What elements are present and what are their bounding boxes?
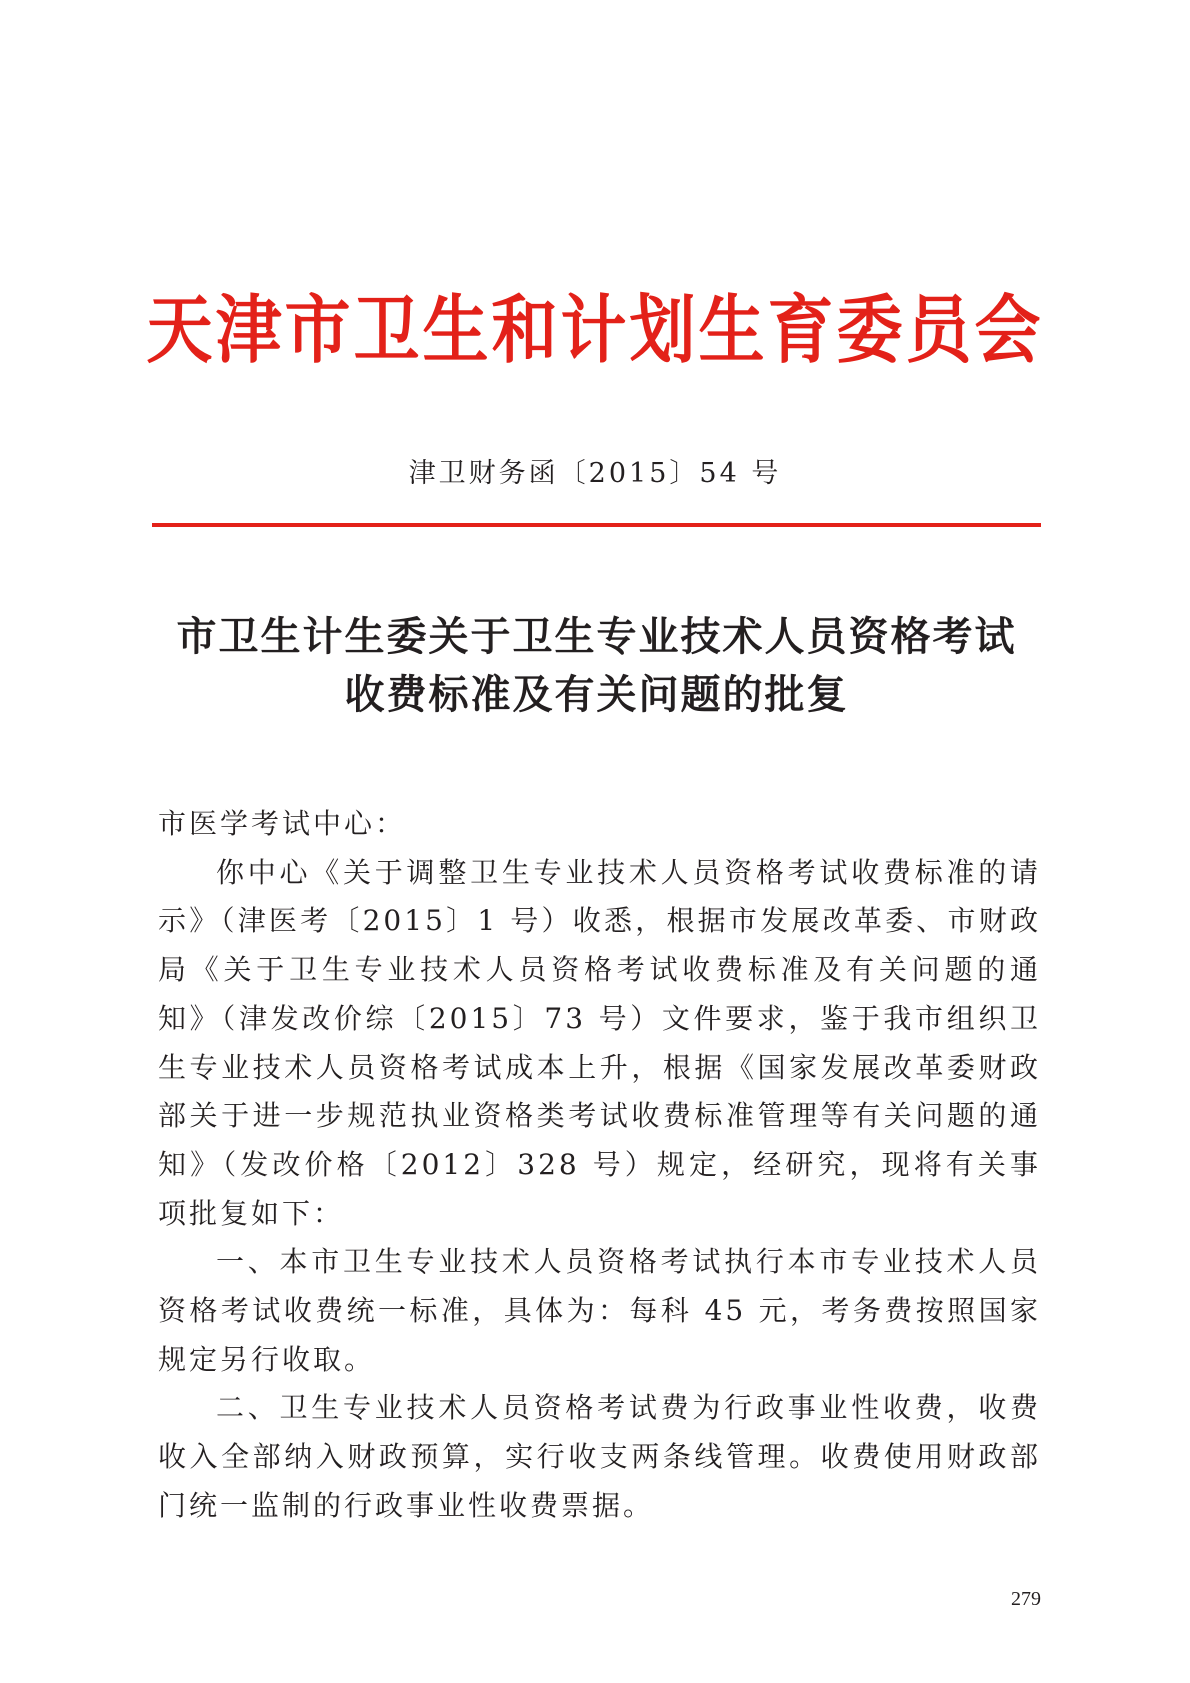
body-paragraph-2: 一、本市卫生专业技术人员资格考试执行本市专业技术人员资格考试收费统一标准，具体为：每科 45 元，考务费按照国家规定另行收取。: [158, 1245, 1041, 1376]
salutation: 市医学考试中心：: [158, 807, 407, 840]
document-number: 津卫财务函〔2015〕54 号: [408, 458, 782, 489]
document-title: [152, 608, 1041, 724]
title-line-2: 收费标准及有关问题的批复: [344, 671, 849, 718]
title-line-1: 市卫生计生委关于卫生专业技术人员资格考试: [176, 613, 1017, 660]
document-body: [158, 800, 1041, 1531]
page-number: 279: [1011, 1588, 1041, 1610]
body-paragraph-1: 你中心《关于调整卫生专业技术人员资格考试收费标准的请示》（津医考〔2015〕1 号）收悉，根据市发展改革委、市财政局《关于卫生专业技术人员资格考试收费标准及有关问题的通知》（津发改价综〔2015〕73 号）文件要求，鉴于我市组织卫生专业技术人员资格考试成本上升，根据《国家发展改革委财政部关于进一步规范执业资格类考试收费标准管理等有关问题的通知》（发改价格〔2012〕328 号）规定，经研究，现将有关事项批复如下：: [158, 855, 1041, 1230]
issuer-name: 天津市卫生和计划生育委员会: [146, 286, 1044, 374]
red-divider-line: [152, 523, 1041, 527]
body-paragraph-3: 二、卫生专业技术人员资格考试费为行政事业性收费，收费收入全部纳入财政预算，实行收支两条线管理。收费使用财政部门统一监制的行政事业性收费票据。: [158, 1391, 1041, 1522]
